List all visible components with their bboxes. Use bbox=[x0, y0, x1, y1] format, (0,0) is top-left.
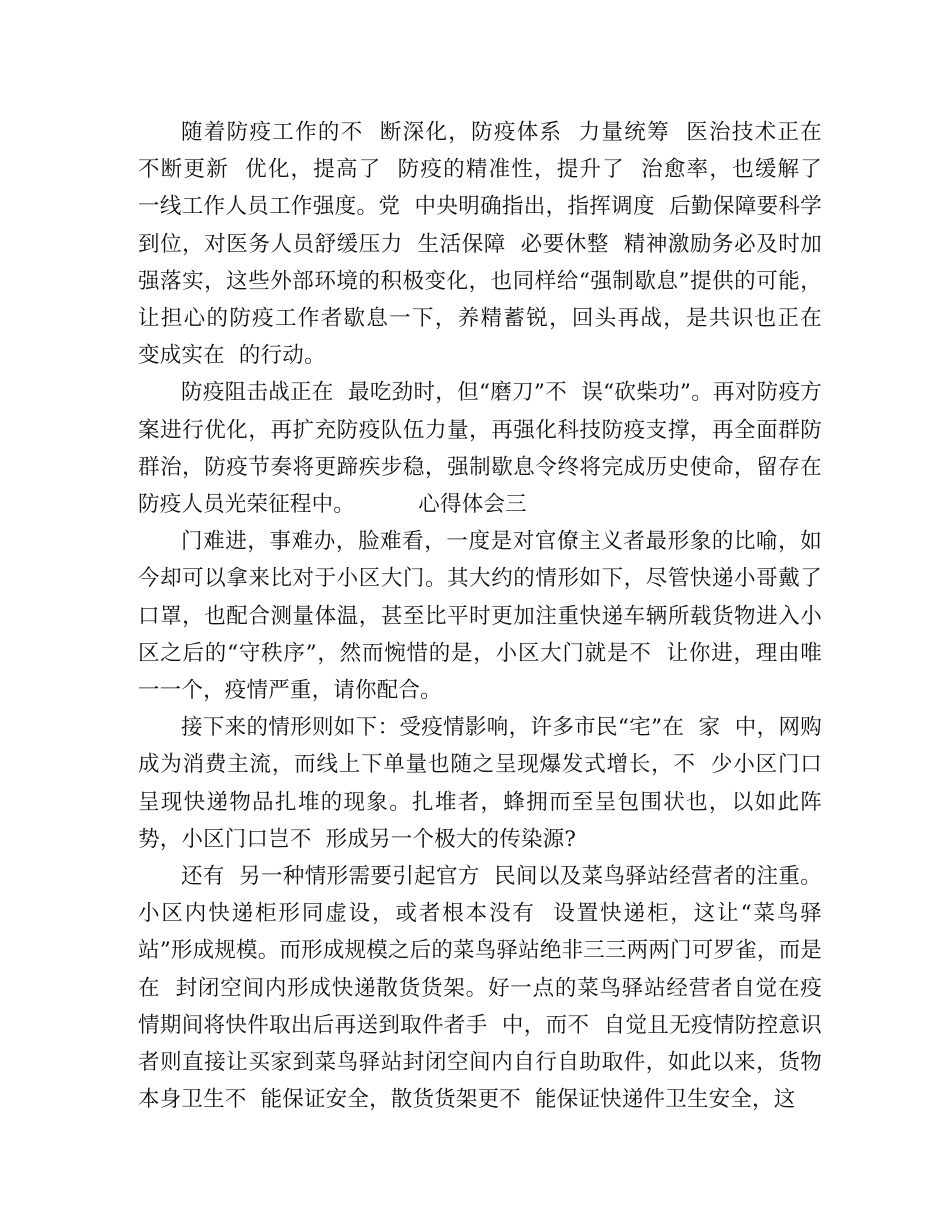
paragraph-1: 随着防疫工作的不 断深化，防疫体系 力量统筹 医治技术正在 不断更新 优化，提高了 防疫的精准性，提升了 治愈率，也缓解了 一线工作人员工作强度。党 中央明确指出，指挥调度 后勤保障要科学到位，对医务人员舒缓压力 生活保障 必要休整 精神激励务必及时加强落实，这些外部环境的积极变化，也同样给“强制歇息”提供的可能，让担心的防疫工作者歇息一下，养精蓄锐，回头再战，是共识也正在 变成实在 的行动。 bbox=[138, 120, 837, 369]
paragraph-3: 门难进，事难办，脸难看，一度是对官僚主义者最形象的比喻，如今却可以拿来比对于小区大门。其大约的情形如下，尽管快递小哥戴了口罩，也配合测量体温，甚至比平时更加注重快递车辆所载货物进入小区之后的“守秩序”，然而惋惜的是，小区大门就是不 让你进，理由唯一一个，疫情严重，请你配合。 bbox=[138, 529, 822, 704]
paragraph-5: 还有 另一种情形需要引起官方 民间以及菜鸟驿站经营者的注重。小区内快递柜形同虚设，或者根本没有 设置快递柜，这让“菜鸟驿站”形成规模。而形成规模之后的菜鸟驿站绝非三三两两门可罗雀，而是在 封闭空间内形成快递散货货架。好一点的菜鸟驿站经营者自觉在疫情期间将快件取出后再送到取件者手 中，而不 自觉且无疫情防控意识者则直接让买家到菜鸟驿站封闭空间内自行自助取件，如此以来，货物本身卫生不 能保证安全，散货货架更不 能保证快递件卫生安全，这 bbox=[138, 864, 822, 1113]
paragraph-2: 防疫阻击战正在 最吃劲时，但“磨刀”不 误“砍柴功”。再对防疫方案进行优化，再扩充防疫队伍力量，再强化科技防疫支撑，再全面群防群治，防疫节奏将更蹄疾步稳，强制歇息令终将完成历史使命，留存在 防疫人员光荣征程中。 心得体会三 bbox=[138, 380, 837, 518]
paragraph-4: 接下来的情形则如下：受疫情影响，许多市民“宅”在 家 中，网购成为消费主流，而线上下单量也随之呈现爆发式增长，不 少小区门口呈现快递物品扎堆的现象。扎堆者，蜂拥而至呈包围状也，以如此阵势，小区门口岂不 形成另一个极大的传染源? bbox=[138, 715, 822, 852]
document-body bbox=[138, 114, 837, 1118]
